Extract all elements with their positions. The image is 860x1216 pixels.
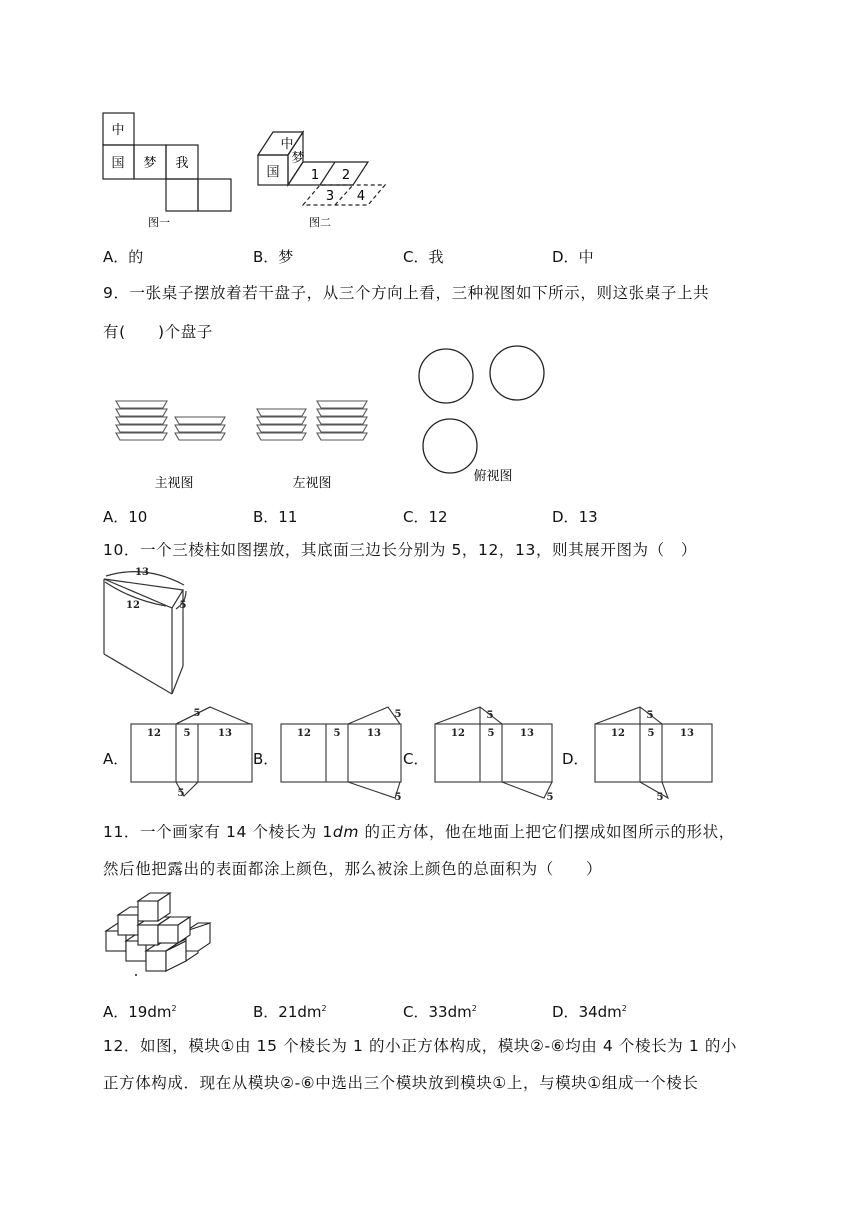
net-a-label-5: 5 <box>183 728 191 739</box>
stacked-cubes-figure <box>102 887 217 979</box>
prism-edge-13: 13 <box>135 567 149 578</box>
net-a-label-13: 13 <box>218 728 232 739</box>
q10-net-d[interactable] <box>592 704 722 802</box>
net-cell-meng: 梦 <box>143 156 157 171</box>
net-b-label-13: 13 <box>367 728 381 739</box>
q8-option-a[interactable]: A．的 <box>103 248 144 266</box>
strip-num-1: 1 <box>310 168 320 183</box>
q10-net-b[interactable] <box>278 704 408 802</box>
net-figure-1 <box>100 110 240 230</box>
strip-num-3: 3 <box>325 189 335 204</box>
q11-stem-line1: 11．一个画家有 14 个棱长为 1dm 的正方体，他在地面上把它们摆成如图所示的形状， <box>103 823 735 841</box>
net-b-top-5: 5 <box>394 709 402 720</box>
net-cell-zhong: 中 <box>111 123 125 138</box>
net-d-label-12: 12 <box>611 728 625 739</box>
cube-face-zhong: 中 <box>280 137 294 152</box>
figure-2-caption: 图二 <box>309 216 331 229</box>
strip-num-4: 4 <box>356 189 366 204</box>
triangular-prism-figure <box>100 566 200 700</box>
net-c-label-12: 12 <box>451 728 465 739</box>
front-view-caption: 主视图 <box>154 476 194 491</box>
net-a-top-5: 5 <box>193 708 201 719</box>
q10-option-c[interactable]: C． <box>403 750 429 768</box>
net-c-top-5: 5 <box>486 710 494 721</box>
strip-num-2: 2 <box>341 168 351 183</box>
prism-edge-5: 5 <box>179 600 187 611</box>
net-c-bottom-5: 5 <box>546 792 554 803</box>
net-a-label-12: 12 <box>147 728 161 739</box>
net-cell-guo: 国 <box>111 156 125 171</box>
q10-option-b[interactable]: B． <box>253 750 279 768</box>
q10-net-a[interactable] <box>128 704 253 800</box>
q12-stem-line2: 正方体构成．现在从模块②-⑥中选出三个模块放到模块①上，与模块①组成一个棱长 <box>103 1074 699 1092</box>
net-d-top-5: 5 <box>646 710 654 721</box>
net-b-label-5: 5 <box>333 728 341 739</box>
q9-option-b[interactable]: B．11 <box>253 508 298 526</box>
q11-option-a[interactable]: A．$19dm^2$ <box>103 1003 177 1021</box>
net-c-label-5: 5 <box>487 728 495 739</box>
q10-stem-line1: 10．一个三棱柱如图摆放，其底面三边长分别为 5，12，13，则其展开图为（ ） <box>103 541 697 559</box>
cube-face-meng: 梦 <box>291 151 305 166</box>
plates-front-view <box>112 395 232 495</box>
net-d-label-5: 5 <box>647 728 655 739</box>
net-a-bottom-5: 5 <box>177 788 185 799</box>
q9-option-a[interactable]: A．10 <box>103 508 148 526</box>
q9-option-d[interactable]: D．13 <box>552 508 598 526</box>
q12-stem-line1: 12．如图，模块①由 15 个棱长为 1 的小正方体构成，模块②-⑥均由 4 个棱长为 1 的小 <box>103 1037 738 1055</box>
q8-option-c[interactable]: C．我 <box>403 248 444 266</box>
cube-face-guo: 国 <box>266 165 280 180</box>
plates-top-view <box>412 343 552 488</box>
q9-stem-line2: 有( )个盘子 <box>103 323 213 341</box>
net-cell-wo: 我 <box>175 156 189 171</box>
q8-option-b[interactable]: B．梦 <box>253 248 294 266</box>
q10-net-c[interactable] <box>432 704 562 802</box>
net-b-bottom-5: 5 <box>394 792 402 803</box>
cube-figure-2 <box>255 128 395 230</box>
top-view-caption: 俯视图 <box>473 469 513 484</box>
net-d-label-13: 13 <box>680 728 694 739</box>
q8-option-d[interactable]: D．中 <box>552 248 594 266</box>
left-view-caption: 左视图 <box>292 476 332 491</box>
q9-stem-line1: 9．一张桌子摆放着若干盘子，从三个方向上看，三种视图如下所示，则这张桌子上共 <box>103 284 710 302</box>
net-d-bottom-5: 5 <box>656 792 664 803</box>
q10-option-a[interactable]: A． <box>103 750 129 768</box>
q11-option-d[interactable]: D．$34dm^2$ <box>552 1003 627 1021</box>
q10-option-d[interactable]: D． <box>562 750 589 768</box>
prism-edge-12: 12 <box>126 600 140 611</box>
net-c-label-13: 13 <box>520 728 534 739</box>
q11-option-b[interactable]: B．$21dm^2$ <box>253 1003 327 1021</box>
plates-left-view <box>254 395 374 495</box>
net-b-label-12: 12 <box>297 728 311 739</box>
q11-stem-line2: 然后他把露出的表面都涂上颜色，那么被涂上颜色的总面积为（ ） <box>103 860 603 878</box>
q9-option-c[interactable]: C．12 <box>403 508 448 526</box>
figure-1-caption: 图一 <box>148 216 170 229</box>
q11-option-c[interactable]: C．$33dm^2$ <box>403 1003 477 1021</box>
